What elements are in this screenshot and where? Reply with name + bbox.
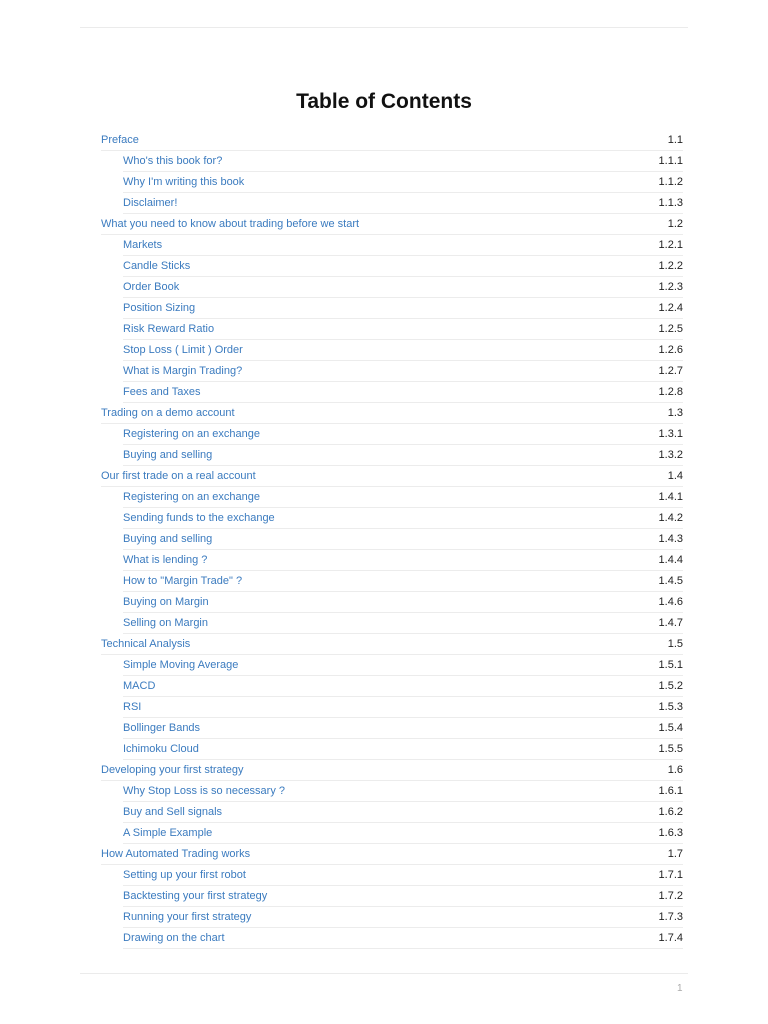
toc-entry-link[interactable]: Buying and selling <box>123 449 213 461</box>
toc-entry-number: 1.4.7 <box>658 617 683 629</box>
page-title: Table of Contents <box>296 90 472 113</box>
toc-entry-number: 1.1.3 <box>658 197 683 209</box>
toc-entry-number: 1.1.1 <box>658 155 683 167</box>
toc-entry-number: 1.4 <box>667 470 683 482</box>
toc-entry-number: 1.1.2 <box>658 176 683 188</box>
toc-entry-link[interactable]: Selling on Margin <box>123 617 208 629</box>
toc-section-row <box>101 718 683 739</box>
toc-section-row <box>101 697 683 718</box>
toc-section-row <box>101 739 683 760</box>
page-number: 1 <box>677 983 683 994</box>
toc-entry-number: 1.1 <box>667 134 683 146</box>
toc-entry-link[interactable]: Disclaimer! <box>123 197 178 209</box>
toc-section-row <box>101 382 683 403</box>
toc-section-row <box>101 802 683 823</box>
toc-entry-link[interactable]: Bollinger Bands <box>123 722 201 734</box>
toc-entry-number: 1.5.5 <box>658 743 683 755</box>
toc-section-row <box>101 529 683 550</box>
toc-chapter-row <box>101 760 683 781</box>
toc-entry-link[interactable]: Candle Sticks <box>123 260 191 272</box>
toc-entry-number: 1.6 <box>667 764 683 776</box>
toc-entry-link[interactable]: Technical Analysis <box>101 638 191 650</box>
toc-entry-link[interactable]: Order Book <box>123 281 180 293</box>
toc-entry-link[interactable]: What is Margin Trading? <box>123 365 243 377</box>
toc-entry-link[interactable]: Who's this book for? <box>123 155 223 167</box>
toc-section-row <box>101 193 683 214</box>
toc-entry-link[interactable]: Trading on a demo account <box>101 407 235 419</box>
toc-entry-link[interactable]: Why Stop Loss is so necessary ? <box>123 785 286 797</box>
table-of-contents <box>101 130 683 949</box>
toc-entry-number: 1.6.3 <box>658 827 683 839</box>
toc-section-row <box>101 487 683 508</box>
toc-section-row <box>101 907 683 928</box>
toc-section-row <box>101 235 683 256</box>
toc-entry-link[interactable]: Backtesting your first strategy <box>123 890 268 902</box>
toc-section-row <box>101 781 683 802</box>
toc-entry-link[interactable]: Ichimoku Cloud <box>123 743 199 755</box>
toc-entry-link[interactable]: Our first trade on a real account <box>101 470 256 482</box>
toc-entry-link[interactable]: What you need to know about trading before we start <box>101 218 360 230</box>
toc-entry-link[interactable]: Simple Moving Average <box>123 659 239 671</box>
toc-chapter-row <box>101 634 683 655</box>
toc-entry-number: 1.2 <box>667 218 683 230</box>
toc-section-row <box>101 340 683 361</box>
toc-chapter-row <box>101 466 683 487</box>
toc-entry-link[interactable]: Buying and selling <box>123 533 213 545</box>
toc-entry-link[interactable]: Fees and Taxes <box>123 386 201 398</box>
toc-entry-number: 1.5.1 <box>658 659 683 671</box>
toc-entry-number: 1.4.2 <box>658 512 683 524</box>
toc-section-row <box>101 655 683 676</box>
toc-entry-number: 1.2.6 <box>658 344 683 356</box>
toc-section-row <box>101 256 683 277</box>
toc-entry-number: 1.2.8 <box>658 386 683 398</box>
toc-entry-link[interactable]: Buying on Margin <box>123 596 209 608</box>
toc-entry-link[interactable]: How to "Margin Trade" ? <box>123 575 243 587</box>
toc-section-row <box>101 823 683 844</box>
toc-section-row <box>101 277 683 298</box>
toc-entry-link[interactable]: Position Sizing <box>123 302 196 314</box>
toc-entry-number: 1.5.2 <box>658 680 683 692</box>
toc-entry-number: 1.5 <box>667 638 683 650</box>
footer-divider <box>80 973 688 974</box>
toc-chapter-row <box>101 214 683 235</box>
toc-entry-number: 1.7.1 <box>658 869 683 881</box>
toc-section-row <box>101 298 683 319</box>
toc-section-row <box>101 550 683 571</box>
toc-section-row <box>101 151 683 172</box>
toc-entry-link[interactable]: Markets <box>123 239 163 251</box>
toc-entry-number: 1.4.5 <box>658 575 683 587</box>
toc-chapter-row <box>101 403 683 424</box>
toc-entry-number: 1.2.1 <box>658 239 683 251</box>
toc-entry-number: 1.4.4 <box>658 554 683 566</box>
toc-entry-number: 1.2.7 <box>658 365 683 377</box>
toc-chapter-row <box>101 130 683 151</box>
toc-section-row <box>101 508 683 529</box>
toc-entry-link[interactable]: Running your first strategy <box>123 911 252 923</box>
toc-entry-link[interactable]: MACD <box>123 680 156 692</box>
toc-entry-number: 1.7 <box>667 848 683 860</box>
toc-entry-link[interactable]: Registering on an exchange <box>123 428 260 440</box>
toc-section-row <box>101 865 683 886</box>
toc-section-row <box>101 319 683 340</box>
toc-entry-link[interactable]: Sending funds to the exchange <box>123 512 275 524</box>
toc-entry-number: 1.3.1 <box>658 428 683 440</box>
toc-entry-link[interactable]: A Simple Example <box>123 827 213 839</box>
toc-entry-number: 1.6.2 <box>658 806 683 818</box>
toc-entry-link[interactable]: Why I'm writing this book <box>123 176 245 188</box>
toc-section-row <box>101 676 683 697</box>
toc-entry-number: 1.7.2 <box>658 890 683 902</box>
toc-entry-link[interactable]: Drawing on the chart <box>123 932 225 944</box>
toc-entry-number: 1.2.5 <box>658 323 683 335</box>
toc-entry-number: 1.2.4 <box>658 302 683 314</box>
header-divider <box>80 27 688 28</box>
toc-entry-link[interactable]: Buy and Sell signals <box>123 806 223 818</box>
toc-entry-number: 1.2.3 <box>658 281 683 293</box>
toc-entry-number: 1.2.2 <box>658 260 683 272</box>
toc-section-row <box>101 361 683 382</box>
toc-entry-link[interactable]: Preface <box>101 134 139 146</box>
toc-entry-number: 1.5.4 <box>658 722 683 734</box>
toc-entry-number: 1.6.1 <box>658 785 683 797</box>
toc-section-row <box>101 424 683 445</box>
toc-entry-number: 1.3 <box>667 407 683 419</box>
toc-entry-number: 1.7.4 <box>658 932 683 944</box>
toc-entry-number: 1.4.3 <box>658 533 683 545</box>
toc-section-row <box>101 445 683 466</box>
toc-entry-number: 1.4.6 <box>658 596 683 608</box>
toc-section-row <box>101 172 683 193</box>
toc-entry-link[interactable]: Registering on an exchange <box>123 491 260 503</box>
toc-section-row <box>101 928 683 949</box>
toc-entry-link[interactable]: How Automated Trading works <box>101 848 251 860</box>
toc-entry-number: 1.3.2 <box>658 449 683 461</box>
toc-entry-link[interactable]: RSI <box>123 701 142 713</box>
toc-entry-number: 1.7.3 <box>658 911 683 923</box>
toc-section-row <box>101 613 683 634</box>
toc-chapter-row <box>101 844 683 865</box>
toc-entry-link[interactable]: What is lending ? <box>123 554 208 566</box>
toc-entry-link[interactable]: Stop Loss ( Limit ) Order <box>123 344 243 356</box>
toc-entry-link[interactable]: Developing your first strategy <box>101 764 244 776</box>
toc-section-row <box>101 571 683 592</box>
toc-entry-link[interactable]: Risk Reward Ratio <box>123 323 215 335</box>
toc-section-row <box>101 592 683 613</box>
toc-entry-number: 1.5.3 <box>658 701 683 713</box>
toc-entry-link[interactable]: Setting up your first robot <box>123 869 246 881</box>
toc-entry-number: 1.4.1 <box>658 491 683 503</box>
toc-section-row <box>101 886 683 907</box>
